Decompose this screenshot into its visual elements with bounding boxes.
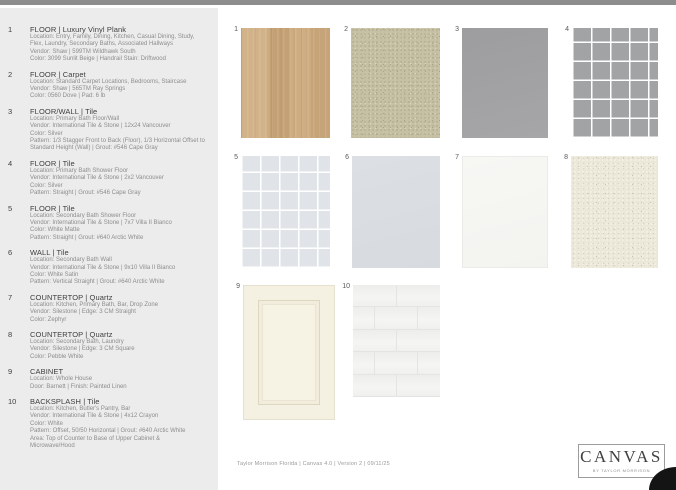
spec-item-detail: Location: Primary Bath Shower Floor [30,167,129,174]
spec-item-detail: Pattern: Vertical Straight | Grout: #640 Arctic White [30,279,165,286]
spec-item-number: 6 [8,248,13,258]
spec-item-number: 1 [8,25,13,34]
spec-item-detail: Location: Primary Bath Floor/Wall [30,115,120,122]
subway-tile [397,285,441,306]
spec-item-4 [8,159,210,198]
swatch-quartz-pebble-white [571,156,658,268]
spec-item-9 [8,367,210,391]
spec-item-detail: Pattern: Offset, 50/50 Horizontal | Grout: #640 Arctic White [30,428,186,435]
swatch-number: 2 [344,26,348,33]
subway-tile [353,352,375,373]
spec-item-number: 9 [8,367,13,377]
canvas-logo-wordmark: CANVAS [580,447,663,466]
spec-item-detail: Pattern: Straight | Grout: #640 Arctic White [30,234,144,241]
subway-tile [418,352,440,373]
spec-item-title: COUNTERTOP | Quartz [30,292,113,302]
swatch-number: 7 [455,154,459,161]
swatch-tile-vancouver-2x2 [572,28,658,138]
spec-item-detail: Vendor: Shaw | 599TM Wildhawk South [30,48,136,55]
subway-tile [418,307,440,328]
spec-item-number: 4 [8,158,13,168]
spec-item-detail: Vendor: International Tile & Stone | 2x2 Vancouver [30,175,164,182]
spec-item-body [30,367,210,391]
spec-item-number: 3 [8,106,13,116]
spec-item-body [30,204,210,243]
subway-tile-row [353,352,440,374]
spec-item-detail: Location: Secondary Bath, Laundry [30,338,124,345]
spec-item-detail: Color: White Satin [30,271,79,278]
spec-item-title: COUNTERTOP | Quartz [30,329,113,339]
spec-item-detail: Location: Standard Carpet Locations, Bedrooms, Staircase [30,78,187,85]
swatch-number: 4 [565,26,569,33]
spec-item-body [30,107,210,153]
spec-item-detail: Vendor: International Tile & Stone | 7x7 Villa II Bianco [30,219,172,226]
subway-tile [353,307,375,328]
swatch-tile-vancouver-12x24 [462,28,548,138]
subway-tile-row [353,285,440,307]
spec-item-body [30,159,210,198]
spec-item-number: 8 [8,329,13,339]
swatch-number: 8 [564,154,568,161]
spec-item-number: 10 [8,397,17,406]
swatch-number: 6 [345,154,349,161]
canvas-logo [578,444,665,478]
spec-item-title: FLOOR | Luxury Vinyl Plank [30,25,127,34]
swatch-number: 10 [342,283,350,290]
spec-item-8 [8,330,210,361]
spec-item-detail: Color: 3099 Sunlit Beige | Handrail Stain: Driftwood [30,56,166,63]
spec-item-detail: Pattern: 1/3 Stagger Front to Back (Floor), 1/3 Horizontal Offset to Standard Height (Wall) | Grout: #546 Cape Gray [30,138,205,152]
subway-tile-row [353,375,440,397]
spec-item-title: FLOOR | Tile [30,203,75,213]
spec-item-6 [8,248,210,287]
spec-item-detail: Color: Zephyr [30,316,67,323]
spec-item-detail: Location: Secondary Bath Wall [30,257,112,264]
spec-item-detail: Location: Whole House [30,376,93,383]
spec-item-body [30,70,210,101]
spec-sidebar [0,8,218,490]
spec-item-10 [8,397,210,450]
spec-item-body [30,248,210,287]
swatch-number: 9 [236,283,240,290]
spec-item-2 [8,70,210,101]
subway-tile [375,307,419,328]
spec-item-number: 7 [8,292,13,302]
spec-item-body [30,293,210,324]
spec-item-7 [8,293,210,324]
swatch-backsplash-crayon [353,285,440,397]
spec-item-title: WALL | Tile [30,248,69,258]
canvas-logo-tagline: BY TAYLOR MORRISON [592,468,651,473]
spec-item-1 [8,25,210,64]
spec-item-detail: Vendor: International Tile & Stone | 9x10 Villa II Bianco [30,264,176,271]
spec-item-number: 2 [8,69,13,79]
spec-item-title: CABINET [30,367,64,377]
spec-item-title: FLOOR | Carpet [30,69,86,79]
spec-item-detail: Location: Secondary Bath Shower Floor [30,212,137,219]
subway-tile [397,375,441,396]
spec-item-5 [8,204,210,243]
swatch-tile-villa-7x7 [241,156,330,268]
footer-text: Taylor Morrison Florida | Canvas 4.0 | Version 2 | 09/11/25 [237,461,390,467]
spec-item-detail: Area: Top of Counter to Base of Upper Cabinet & Microwave/Hood [30,435,160,450]
spec-item-detail: Pattern: Straight | Grout: #546 Cape Gray [30,190,141,197]
spec-item-title: BACKSPLASH | Tile [30,397,100,406]
cabinet-door-panel [262,304,316,401]
subway-tile [375,352,419,373]
spec-item-detail: Color: White Matte [30,227,80,234]
spec-item-detail: Color: Silver [30,130,63,137]
swatch-carpet-dove [351,28,440,138]
spec-item-detail: Location: Kitchen, Primary Bath, Bar, Drop Zone [30,301,159,308]
spec-item-detail: Color: Silver [30,182,63,189]
swatch-tile-villa-9x10 [352,156,440,268]
spec-item-detail: Vendor: Silestone | Edge: 3 CM Square [30,346,135,353]
swatch-luxury-vinyl-plank [241,28,330,138]
spec-item-body [30,25,210,64]
spec-item-detail: Vendor: International Tile & Stone | 4x12 Crayon [30,413,159,420]
subway-tile [353,285,397,306]
spec-item-number: 5 [8,203,13,213]
subway-tile [397,330,441,351]
swatch-cabinet-door-barnett [243,285,335,420]
subway-tile-row [353,330,440,352]
top-bar [0,0,676,5]
subway-tile [353,330,397,351]
spec-item-detail: Color: White [30,420,64,427]
spec-item-detail: Vendor: Shaw | 565TM Ray Springs [30,86,126,93]
spec-item-detail: Location: Kitchen, Butler's Pantry, Bar [30,406,131,412]
swatch-quartz-zephyr [462,156,548,268]
spec-item-title: FLOOR/WALL | Tile [30,106,98,116]
spec-item-detail: Color: 0560 Dove | Pad: 6 lb [30,93,106,100]
spec-item-detail: Location: Entry, Family, Dining, Kitchen, Casual Dining, Study, Flex, Laundry, Secondary Baths, Associated Hallways [30,34,195,48]
spec-item-detail: Color: Pebble White [30,353,84,360]
spec-item-body [30,330,210,361]
cabinet-door-bevel [258,300,320,405]
spec-item-body [30,397,210,450]
spec-item-detail: Door: Barnett | Finish: Painted Linen [30,383,127,390]
swatch-number: 5 [234,154,238,161]
subway-tile [353,375,397,396]
subway-tile-row [353,307,440,329]
spec-item-3 [8,107,210,153]
spec-item-title: FLOOR | Tile [30,158,75,168]
swatch-number: 1 [234,26,238,33]
swatch-number: 3 [455,26,459,33]
spec-item-detail: Vendor: International Tile & Stone | 12x24 Vancouver [30,123,171,130]
spec-list [0,8,218,450]
spec-item-detail: Vendor: Silestone | Edge: 3 CM Straight [30,309,136,316]
